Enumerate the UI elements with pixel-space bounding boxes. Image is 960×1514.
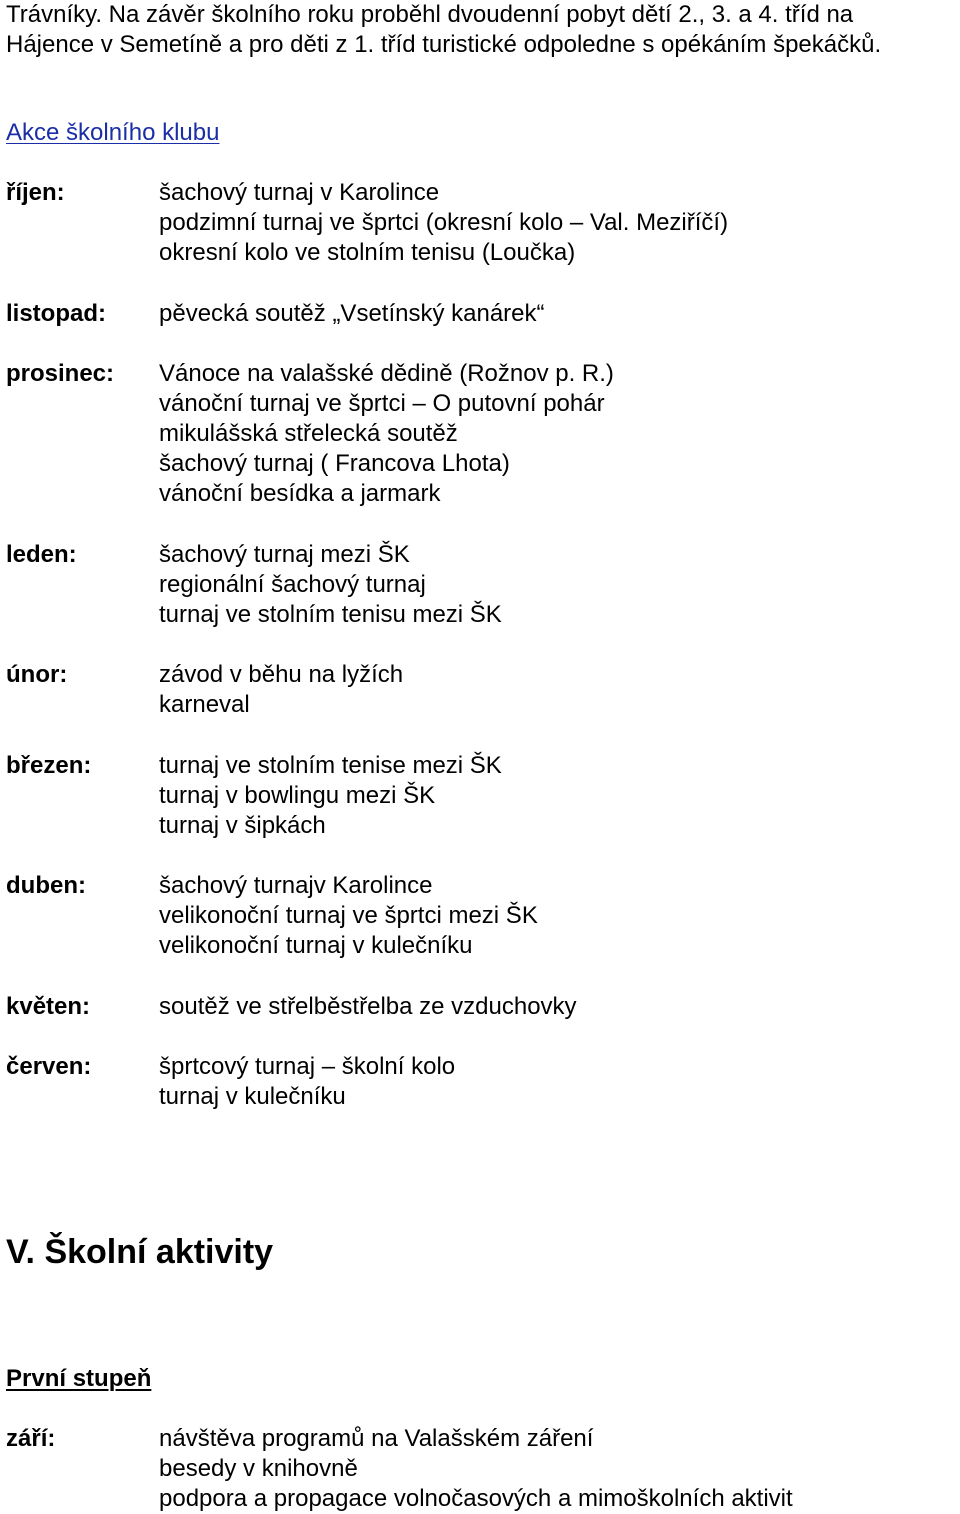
list-item: karneval: [159, 691, 250, 718]
list-item: regionální šachový turnaj: [159, 571, 426, 598]
subheading-first-level: První stupeň: [6, 1365, 152, 1392]
month-label-april: duben:: [6, 872, 86, 899]
list-item: turnaj v šipkách: [159, 812, 326, 839]
intro-line-1: Trávníky. Na závěr školního roku proběhl dvoudenní pobyt dětí 2., 3. a 4. tříd na: [6, 1, 854, 28]
list-item: šachový turnaj mezi ŠK: [159, 541, 410, 568]
list-item: vánoční turnaj ve šprtci – O putovní pohár: [159, 390, 605, 417]
intro-line-2: Hájence v Semetíně a pro děti z 1. tříd turistické odpoledne s opékáním špekáčků.: [6, 31, 882, 58]
month-items-november: [159, 299, 545, 329]
list-item: turnaj ve stolním tenisu mezi ŠK: [159, 601, 502, 628]
list-item: besedy v knihovně: [159, 1455, 358, 1482]
month-items-february: [159, 660, 403, 720]
month-items-may: [159, 992, 577, 1022]
list-item: podzimní turnaj ve šprtci (okresní kolo – Val. Meziříčí): [159, 209, 729, 236]
month-label-june: červen:: [6, 1053, 92, 1080]
list-item: pěvecká soutěž „Vsetínský kanárek“: [159, 300, 545, 327]
list-item: Vánoce na valašské dědině (Rožnov p. R.): [159, 360, 614, 387]
list-item: velikonoční turnaj ve šprtci mezi ŠK: [159, 902, 538, 929]
list-item: turnaj v bowlingu mezi ŠK: [159, 782, 436, 809]
month-items-january: [159, 540, 502, 630]
month-label-december: prosinec:: [6, 360, 115, 387]
month-label-february: únor:: [6, 661, 68, 688]
list-item: návštěva programů na Valašském záření: [159, 1425, 594, 1452]
list-item: podpora a propagace volnočasových a mimoškolních aktivit: [159, 1485, 793, 1512]
month-label-september: září:: [6, 1425, 56, 1452]
month-items-june: [159, 1052, 455, 1112]
month-items-march: [159, 751, 502, 841]
month-label-march: březen:: [6, 752, 92, 779]
list-item: šachový turnaj v Karolince: [159, 179, 440, 206]
list-item: okresní kolo ve stolním tenisu (Loučka): [159, 239, 576, 266]
section-title: V. Školní aktivity: [6, 1233, 274, 1271]
month-label-may: květen:: [6, 993, 91, 1020]
month-label-october: říjen:: [6, 179, 65, 206]
list-item: mikulášská střelecká soutěž: [159, 420, 458, 447]
list-item: šachový turnajv Karolince: [159, 872, 433, 899]
month-items-october: [159, 178, 728, 268]
list-item: závod v běhu na lyžích: [159, 661, 404, 688]
list-item: šprtcový turnaj – školní kolo: [159, 1053, 456, 1080]
month-items-april: [159, 871, 538, 961]
month-items-september: [159, 1424, 793, 1514]
list-item: turnaj v kulečníku: [159, 1083, 346, 1110]
month-label-november: listopad:: [6, 300, 106, 327]
list-item: turnaj ve stolním tenise mezi ŠK: [159, 752, 502, 779]
month-items-december: [159, 359, 614, 509]
list-item: velikonoční turnaj v kulečníku: [159, 932, 473, 959]
list-item: vánoční besídka a jarmark: [159, 480, 441, 507]
intro-paragraph: [6, 0, 881, 60]
list-item: šachový turnaj ( Francova Lhota): [159, 450, 510, 477]
month-label-january: leden:: [6, 541, 77, 568]
club-heading: Akce školního klubu: [6, 119, 220, 146]
list-item: soutěž ve střelběstřelba ze vzduchovky: [159, 993, 577, 1020]
